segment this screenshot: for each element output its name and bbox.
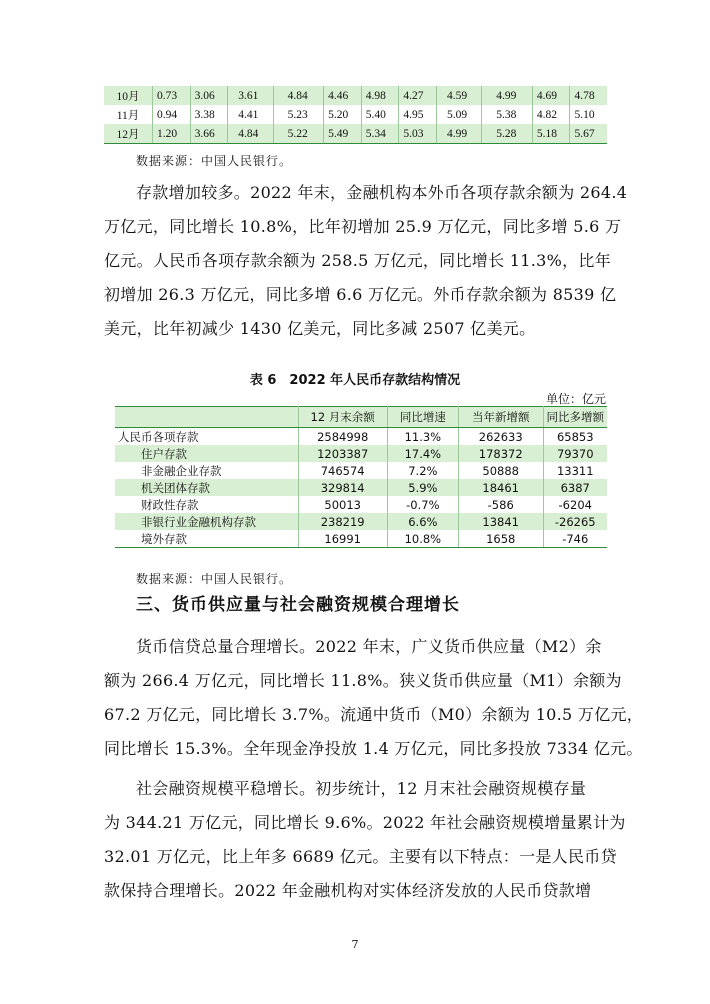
- row-label: 境外存款: [115, 530, 298, 548]
- table-cell: 79370: [543, 445, 607, 462]
- rate-cell: 4.46: [324, 86, 362, 105]
- rate-cell: 5.34: [361, 124, 399, 144]
- section-title: 三、货币供应量与社会融资规模合理增长: [136, 595, 460, 615]
- table-row: [115, 513, 607, 530]
- table-cell: 178372: [458, 445, 543, 462]
- row-label: 财政性存款: [115, 496, 298, 513]
- table-cell: 50888: [458, 462, 543, 479]
- rate-cell: 5.09: [436, 105, 481, 124]
- rate-cell: 5.38: [482, 105, 533, 124]
- column-header: 当年新增额: [458, 407, 543, 428]
- rate-cell: 4.84: [273, 86, 324, 105]
- deposit-structure-table: [115, 406, 607, 548]
- rate-cell: 4.59: [436, 86, 481, 105]
- month-cell: 10月: [104, 86, 153, 105]
- text-line: 美元，比年初减少 1430 亿美元，同比多减 2507 亿美元。: [104, 319, 536, 338]
- table-caption: 表 6 2022 年人民币存款结构情况: [249, 373, 461, 388]
- table-cell: 50013: [298, 496, 387, 513]
- table-cell: -746: [543, 530, 607, 548]
- table-row: [115, 496, 607, 513]
- rate-cell: 5.49: [324, 124, 362, 144]
- month-cell: 11月: [104, 105, 153, 124]
- table-cell: 13311: [556, 463, 594, 478]
- table-cell: 10.8%: [387, 530, 458, 548]
- rate-cell: 5.22: [273, 124, 324, 144]
- rate-cell: 4.99: [436, 124, 481, 144]
- text-line: 额为 266.4 万亿元，同比增长 11.8%。狭义货币供应量（M1）余额为: [104, 671, 622, 690]
- row-label: 非银行业金融机构存款: [115, 513, 298, 530]
- table-cell: -0.7%: [387, 496, 458, 513]
- rate-cell: 5.03: [399, 124, 437, 144]
- table-row: [104, 124, 607, 144]
- row-label: 非金融企业存款: [115, 462, 298, 479]
- row-label: 人民币各项存款: [115, 428, 298, 446]
- rate-cell: 1.20: [153, 124, 191, 144]
- table-cell: 6387: [543, 479, 607, 496]
- rate-cell: 5.10: [574, 108, 595, 121]
- text-line: 同比增长 15.3%。全年现金净投放 1.4 万亿元，同比多投放 7334 亿元。: [104, 739, 643, 758]
- row-label: 住户存款: [115, 445, 298, 462]
- rate-cell: 0.73: [153, 86, 191, 105]
- rate-cell: 4.69: [532, 86, 570, 105]
- rate-cell: 5.28: [482, 124, 533, 144]
- rate-cell: 5.40: [361, 105, 399, 124]
- text-line: 存款增加较多。2022 年末，金融机构本外币各项存款余额为 264.4: [136, 183, 628, 202]
- text-line: 为 344.21 万亿元，同比增长 9.6%。2022 年社会融资规模增量累计为: [104, 813, 626, 832]
- table-cell: 746574: [298, 462, 387, 479]
- rate-cell: 3.38: [190, 105, 228, 124]
- table-cell: -586: [458, 496, 543, 513]
- text-line: 款保持合理增长。2022 年金融机构对实体经济发放的人民币贷款增: [104, 881, 592, 900]
- page-number: 7: [351, 938, 359, 951]
- text-line: 初增加 26.3 万亿元，同比多增 6.6 万亿元。外币存款余额为 8539 亿: [104, 285, 617, 304]
- column-header: 同比多增额: [543, 407, 607, 428]
- rate-cell: 5.18: [532, 124, 570, 144]
- month-cell: 12月: [104, 124, 153, 144]
- column-header: 12 月末余额: [298, 407, 387, 428]
- column-header: [115, 407, 298, 428]
- table-cell: 11.3%: [387, 428, 458, 446]
- table-row: [104, 105, 607, 124]
- table-cell: 13841: [458, 513, 543, 530]
- rate-cell: 4.78: [570, 86, 607, 105]
- table-cell: 1658: [458, 530, 543, 548]
- rate-cell: 0.94: [153, 105, 191, 124]
- table-row: [115, 530, 607, 548]
- table-cell: 18461: [458, 479, 543, 496]
- source-note: 数据来源：中国人民银行。: [136, 572, 293, 586]
- text-line: 万亿元，同比增长 10.8%，比年初增加 25.9 万亿元，同比多增 5.6 万: [104, 217, 622, 236]
- text-line: 社会融资规模平稳增长。初步统计，12 月末社会融资规模存量: [136, 779, 587, 798]
- rate-cell: 3.66: [190, 124, 228, 144]
- table-row: [115, 428, 607, 446]
- text-line: 货币信贷总量合理增长。2022 年末，广义货币供应量（M2）余: [136, 637, 602, 656]
- table-cell: 7.2%: [387, 462, 458, 479]
- paragraph-deposits: [104, 176, 628, 346]
- table-cell: 2584998: [298, 428, 387, 446]
- rate-cell: 5.23: [273, 105, 324, 124]
- column-header: 同比增速: [387, 407, 458, 428]
- rate-cell: 4.99: [482, 86, 533, 105]
- rate-cell: 4.82: [532, 105, 570, 124]
- rate-cell: 3.06: [190, 86, 228, 105]
- table-cell: 262633: [458, 428, 543, 446]
- table-cell: 6.6%: [387, 513, 458, 530]
- table-cell: 5.9%: [387, 479, 458, 496]
- table-cell: 65853: [556, 429, 594, 444]
- table-row: [115, 462, 607, 479]
- text-line: 亿元。人民币各项存款余额为 258.5 万亿元，同比增长 11.3%，比年: [104, 251, 611, 270]
- rate-cell: 5.20: [324, 105, 362, 124]
- table-cell: -6204: [558, 497, 592, 512]
- rate-cell: 4.84: [228, 124, 273, 144]
- table-row: [115, 479, 607, 496]
- rate-cell: 4.95: [399, 105, 437, 124]
- table-cell: 16991: [298, 530, 387, 548]
- rate-cell: 3.61: [228, 86, 273, 105]
- rate-cell: 4.41: [228, 105, 273, 124]
- paragraph-money-supply: [104, 630, 644, 766]
- table-row: [115, 445, 607, 462]
- table-cell: 329814: [298, 479, 387, 496]
- table-cell: 17.4%: [387, 445, 458, 462]
- rate-cell: 4.98: [361, 86, 399, 105]
- rate-table: [104, 86, 607, 144]
- paragraph-social-financing: [104, 772, 626, 908]
- table-cell: 238219: [298, 513, 387, 530]
- table-cell: 1203387: [298, 445, 387, 462]
- row-label: 机关团体存款: [115, 479, 298, 496]
- table-unit: 单位：亿元: [545, 392, 606, 406]
- table-header-row: [115, 407, 607, 428]
- table-row: [104, 86, 607, 105]
- text-line: 32.01 万亿元，比上年多 6689 亿元。主要有以下特点：一是人民币贷: [104, 847, 617, 866]
- rate-cell: 4.27: [399, 86, 437, 105]
- source-note: 数据来源：中国人民银行。: [136, 154, 293, 168]
- text-line: 67.2 万亿元，同比增长 3.7%。流通中货币（M0）余额为 10.5 万亿元，: [104, 705, 644, 724]
- table-cell: -26265: [543, 513, 607, 530]
- rate-cell: 5.67: [570, 124, 607, 144]
